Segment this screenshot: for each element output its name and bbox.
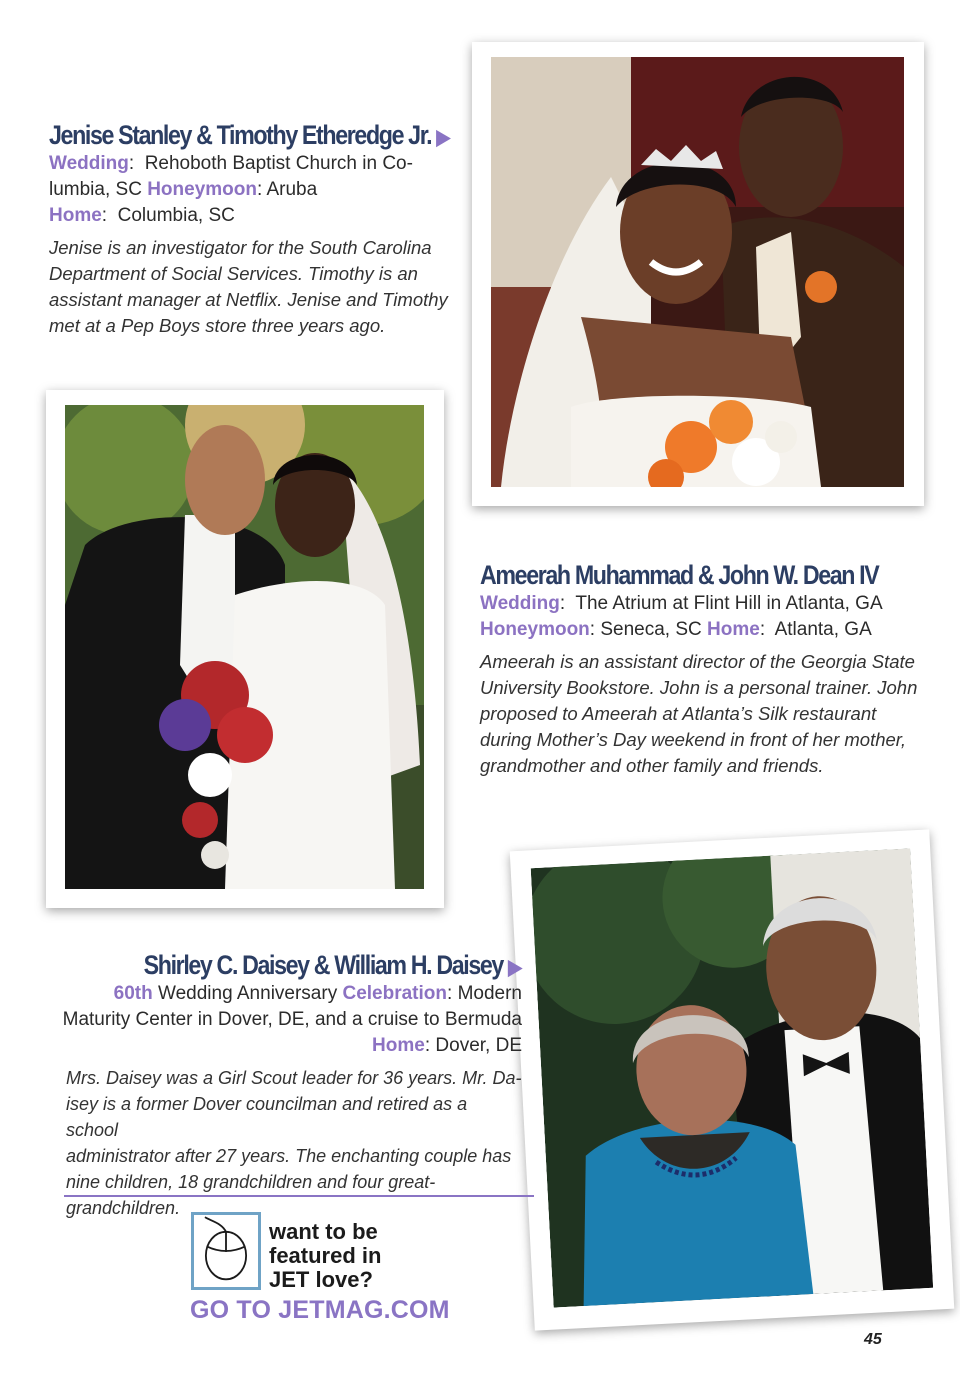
bio-line: Jenise is an investigator for the South Carolina (49, 237, 432, 258)
couple-names: Jenise Stanley & Timothy Etheredge Jr. ▶ (49, 120, 451, 150)
fact-label: Wedding (49, 153, 129, 174)
fact-label: Home (707, 619, 760, 640)
fact-value: : Atlanta, GA (759, 619, 872, 640)
story-stanley-etheredge (49, 120, 459, 339)
photo-frame-stanley-etheredge (472, 42, 924, 506)
fact-label: Home (372, 1035, 425, 1056)
photo-frame-daisey (510, 829, 955, 1330)
fact-line (480, 591, 920, 617)
couple-bio (480, 649, 920, 779)
fact-label: Home (49, 205, 102, 226)
wedding-facts (49, 151, 459, 229)
fact-value: : Rehoboth Baptist Church in Co- (128, 153, 413, 174)
photo-daisey (531, 848, 934, 1307)
fact-value: : Seneca, SC (589, 619, 708, 640)
bio-line: University Bookstore. John is a personal trainer. John (480, 677, 918, 698)
bio-line: during Mother’s Day weekend in front of her mother, (480, 729, 907, 750)
wedding-facts (480, 591, 920, 643)
bio-line: assistant manager at Netflix. Jenise and Timothy (49, 289, 448, 310)
fact-value: : The Atrium at Flint Hill in Atlanta, GA (559, 593, 883, 614)
computer-mouse-icon (191, 1212, 261, 1290)
fact-label: 60th (113, 983, 153, 1004)
fact-value: : Columbia, SC (101, 205, 235, 226)
fact-line (49, 177, 459, 203)
bio-line: met at a Pep Boys store three years ago. (49, 315, 386, 336)
promo-text: want to be featured in JET love? (269, 1219, 382, 1292)
bio-line: grandmother and other family and friends. (480, 755, 824, 776)
couple-names: Shirley C. Daisey & William H. Daisey ▶ (143, 950, 522, 980)
fact-line (480, 617, 920, 643)
fact-value: : Dover, DE (424, 1035, 522, 1056)
fact-label: Celebration (342, 983, 448, 1004)
fact-value: Maturity Center in Dover, DE, and a cruise to Bermuda (62, 1009, 522, 1030)
fact-value: : Modern (447, 983, 522, 1004)
wedding-facts (60, 981, 522, 1059)
couple-bio (66, 1065, 522, 1221)
fact-label: Honeymoon (147, 179, 257, 200)
bio-line: isey is a former Dover councilman and retired as a school (66, 1094, 468, 1140)
section-divider (64, 1195, 534, 1197)
arrow-right-icon: ▶ (508, 956, 522, 979)
bio-line: proposed to Ameerah at Atlanta’s Silk restaurant (480, 703, 877, 724)
couple-bio (49, 235, 459, 339)
fact-value: lumbia, SC (49, 179, 148, 200)
photo-stanley-etheredge (491, 57, 904, 487)
fact-line (60, 981, 522, 1007)
fact-label: Honeymoon (480, 619, 590, 640)
fact-line (49, 203, 459, 229)
jetmag-link[interactable]: GO TO JETMAG.COM (190, 1296, 450, 1324)
arrow-right-icon: ▶ (436, 126, 451, 149)
bio-line: Mrs. Daisey was a Girl Scout leader for 36 years. Mr. Da- (66, 1068, 522, 1088)
page-number: 45 (864, 1331, 882, 1348)
fact-line (60, 1033, 522, 1059)
bio-line: administrator after 27 years. The enchanting couple has (66, 1146, 512, 1166)
photo-frame-muhammad-dean (46, 390, 444, 908)
bio-line: nine children, 18 grandchildren and four great-grandchildren. (66, 1172, 436, 1218)
fact-line (49, 151, 459, 177)
fact-line (60, 1007, 522, 1033)
couple-names: Ameerah Muhammad & John W. Dean IV (480, 560, 879, 590)
fact-value: Wedding Anniversary (152, 983, 343, 1004)
bio-line: Department of Social Services. Timothy is an (49, 263, 418, 284)
photo-muhammad-dean (65, 405, 424, 889)
fact-label: Wedding (480, 593, 560, 614)
story-muhammad-dean (480, 560, 920, 779)
bio-line: Ameerah is an assistant director of the Georgia State (480, 651, 915, 672)
story-daisey (60, 950, 522, 1221)
fact-value: : Aruba (256, 179, 318, 200)
